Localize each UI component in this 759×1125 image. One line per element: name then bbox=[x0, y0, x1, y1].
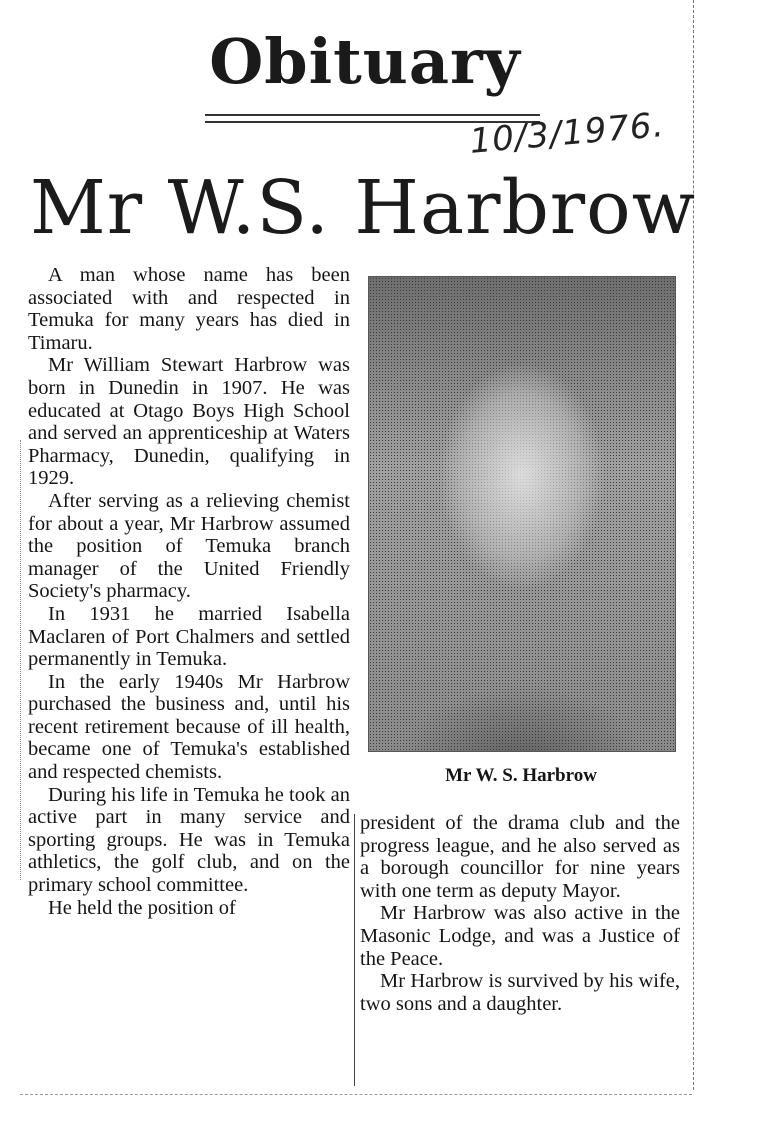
article-paragraph: A man whose name has been associated with and respected in Temuka for many years has died in Timaru. bbox=[28, 264, 350, 354]
photo-caption: Mr W. S. Harbrow bbox=[445, 765, 597, 786]
article-column-left bbox=[28, 264, 350, 919]
article-paragraph: During his life in Temuka he took an active part in many service and sporting groups. He was in Temuka athletics, the golf club, and on the primary school committee. bbox=[28, 783, 350, 897]
column-divider bbox=[354, 814, 355, 1086]
handwritten-date: 10/3/1976. bbox=[468, 104, 666, 162]
portrait-photo bbox=[368, 276, 676, 752]
article-paragraph: After serving as a relieving chemist for about a year, Mr Harbrow assumed the position of Temuka branch manager of the United Friendly Society's pharmacy. bbox=[28, 489, 350, 603]
article-column-right bbox=[360, 812, 680, 1015]
article-paragraph: Mr Harbrow is survived by his wife, two sons and a daughter. bbox=[360, 970, 680, 1015]
clipping-cut-edge-right bbox=[693, 0, 694, 1090]
article-paragraph: In the early 1940s Mr Harbrow purchased the business and, until his recent retirement because of ill health, became one of Temuka's established and respected chemists. bbox=[28, 670, 350, 784]
article-paragraph: He held the position of bbox=[48, 896, 236, 919]
clipping-cut-edge-bottom bbox=[20, 1094, 692, 1095]
article-paragraph: Mr William Stewart Harbrow was born in Dunedin in 1907. He was educated at Otago Boys High School and served an apprenticeship at Waters Pharmacy, Dunedin, qualifying in 1929. bbox=[28, 354, 350, 490]
article-paragraph: Mr Harbrow was also active in the Masonic Lodge, and was a Justice of the Peace. bbox=[360, 902, 680, 970]
section-kicker: Obituary bbox=[209, 25, 521, 98]
article-paragraph: In 1931 he married Isabella Maclaren of Port Chalmers and settled permanently in Temuka. bbox=[28, 602, 350, 671]
article-paragraph-continued: president of the drama club and the progress league, and he also served as a borough councillor for nine years with one term as deputy Mayor. bbox=[360, 812, 680, 902]
clipping-cut-edge-left bbox=[20, 440, 21, 880]
obituary-headline: Mr W.S. Harbrow bbox=[30, 165, 697, 251]
